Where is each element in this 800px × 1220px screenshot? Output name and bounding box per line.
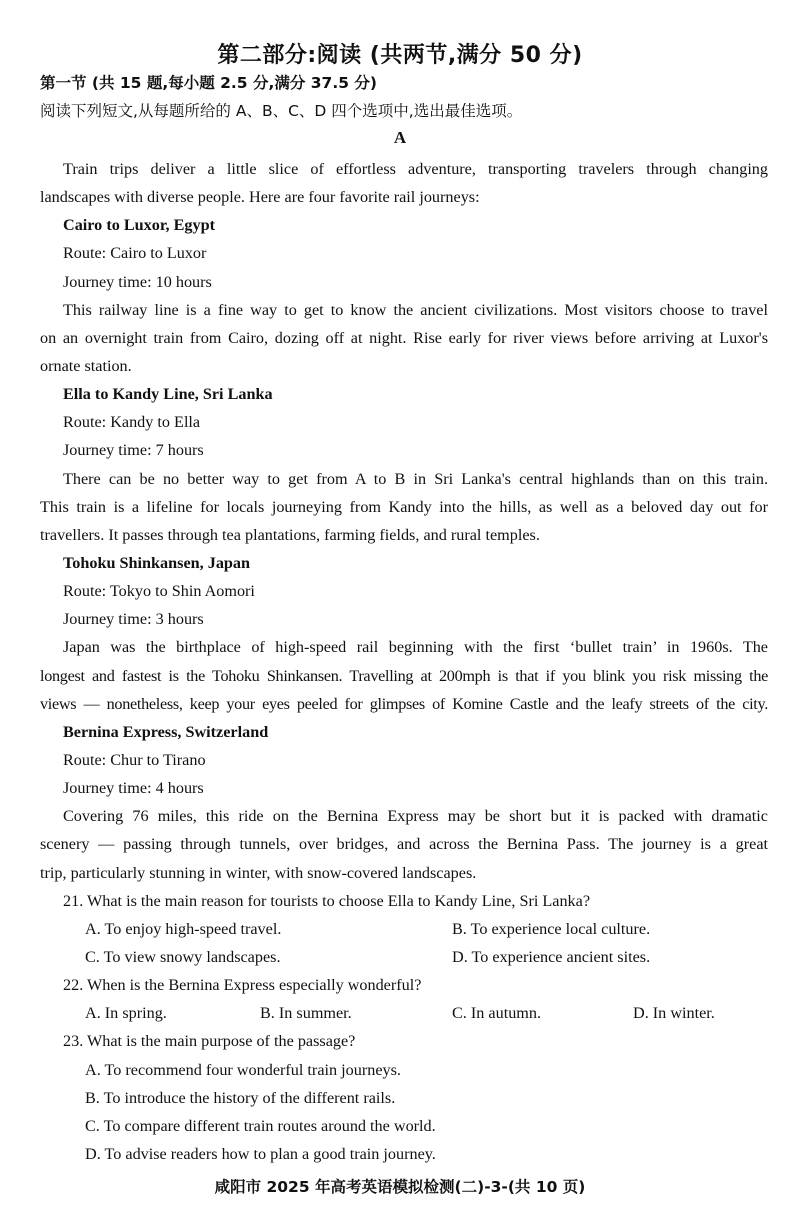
journey-title: Ella to Kandy Line, Sri Lanka (63, 385, 273, 404)
journey-route: Route: Kandy to Ella (63, 413, 201, 432)
passage-body (40, 155, 768, 1168)
question-stem: 23. What is the main purpose of the passage? (63, 1032, 356, 1051)
journey-desc: There can be no better way to get from A to B in Sri Lanka's central highlands than on this train. (63, 469, 768, 488)
journey-desc: views — nonetheless, keep your eyes peeled for glimpses of Komine Castle and the leafy streets of the city. (40, 694, 768, 713)
section-heading: 第一节 (共 15 题,每小题 2.5 分,满分 37.5 分) (40, 74, 377, 92)
journey-desc: Covering 76 miles, this ride on the Bernina Express may be short but it is packed with dramatic (63, 807, 768, 826)
option-row (40, 915, 768, 943)
option[interactable]: B. To experience local culture. (452, 919, 651, 938)
option[interactable]: C. To view snowy landscapes. (85, 947, 281, 966)
intro-line: Train trips deliver a little slice of effortless adventure, transporting travelers through changing (63, 160, 768, 178)
journey-desc: on an overnight train from Cairo, dozing off at night. Rise early for river views before arriving at Luxor's (40, 328, 768, 347)
journey-title: Tohoku Shinkansen, Japan (63, 553, 251, 572)
journey-time: Journey time: 3 hours (63, 610, 204, 629)
instructions: 阅读下列短文,从每题所给的 A、B、C、D 四个选项中,选出最佳选项。 (40, 102, 523, 120)
part-title: 第二部分:阅读 (共两节,满分 50 分) (217, 43, 583, 68)
page-footer: 咸阳市 2025 年高考英语模拟检测(二)-3-(共 10 页) (214, 1178, 586, 1196)
intro-line: landscapes with diverse people. Here are four favorite rail journeys: (40, 188, 480, 207)
journey-route: Route: Cairo to Luxor (63, 244, 207, 263)
option[interactable]: B. To introduce the history of the different rails. (85, 1088, 396, 1107)
journey-desc: This train is a lifeline for locals journeying from Kandy into the hills, as well as a beloved day out for (40, 497, 768, 516)
journey-title: Cairo to Luxor, Egypt (63, 216, 216, 235)
journey-desc: trip, particularly stunning in winter, with snow-covered landscapes. (40, 863, 477, 882)
journey-time: Journey time: 4 hours (63, 779, 204, 798)
journey-time: Journey time: 10 hours (63, 272, 212, 291)
journey-route: Route: Chur to Tirano (63, 750, 206, 769)
option[interactable]: D. To advise readers how to plan a good train journey. (85, 1144, 436, 1163)
option[interactable]: A. To enjoy high-speed travel. (85, 919, 282, 938)
journey-desc: travellers. It passes through tea plantations, farming fields, and rural temples. (40, 525, 540, 544)
option[interactable]: C. In autumn. (452, 1004, 542, 1023)
option[interactable]: A. To recommend four wonderful train journeys. (85, 1060, 401, 1079)
question-stem: 21. What is the main reason for tourists to choose Ella to Kandy Line, Sri Lanka? (63, 891, 591, 910)
journey-time: Journey time: 7 hours (63, 441, 204, 460)
option-row (40, 999, 768, 1027)
journey-desc: This railway line is a fine way to get to know the ancient civilizations. Most visitors choose to travel (63, 300, 768, 319)
passage-label: A (393, 128, 407, 147)
option[interactable]: C. To compare different train routes around the world. (85, 1116, 436, 1135)
question-stem: 22. When is the Bernina Express especially wonderful? (63, 976, 422, 995)
option[interactable]: D. In winter. (633, 1004, 715, 1023)
journey-desc: Japan was the birthplace of high-speed rail beginning with the first ‘bullet train’ in 1960s. The (63, 638, 768, 657)
journey-title: Bernina Express, Switzerland (63, 722, 269, 741)
journey-desc: ornate station. (40, 356, 132, 375)
option-row (40, 943, 768, 971)
journey-route: Route: Tokyo to Shin Aomori (63, 582, 255, 601)
journey-desc: longest and fastest is the Tohoku Shinkansen. Travelling at 200mph is that if you blink you risk missing the (40, 666, 768, 685)
option[interactable]: D. To experience ancient sites. (452, 947, 651, 966)
journey-desc: scenery — passing through tunnels, over bridges, and across the Bernina Pass. The journey is a great (40, 835, 768, 854)
option[interactable]: A. In spring. (85, 1004, 167, 1023)
option[interactable]: B. In summer. (260, 1004, 352, 1023)
